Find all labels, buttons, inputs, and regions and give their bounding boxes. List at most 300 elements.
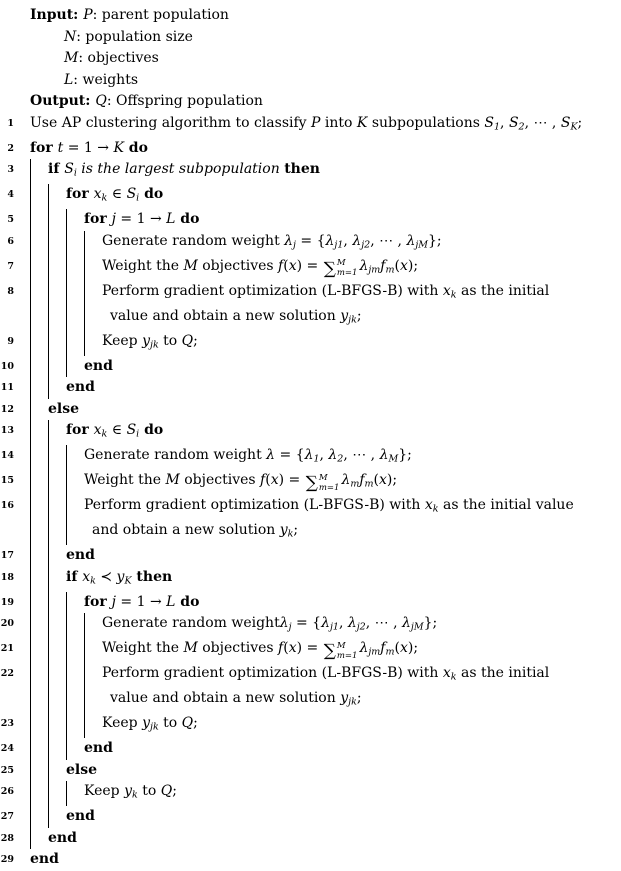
line-content: [102, 638, 621, 663]
line-number: 12: [0, 403, 14, 415]
math-var: M: [183, 640, 198, 656]
block-rule: [30, 231, 48, 256]
line-number: 19: [0, 596, 14, 608]
text-run: Perform gradient optimization (L-BFGS-B) with: [102, 282, 443, 299]
block-rule: [30, 184, 48, 209]
text-run: = 1 →: [63, 139, 114, 156]
subscript: j2: [361, 239, 371, 250]
block-rule: [30, 806, 48, 828]
text-run: Weight the: [102, 257, 184, 274]
block-rule: [30, 470, 48, 495]
math-var: λ: [347, 615, 357, 631]
subscript: jk: [150, 339, 159, 350]
text-run: : objectives: [78, 50, 159, 66]
line-number: 27: [0, 811, 14, 822]
block-rule: [30, 159, 48, 184]
algo-line-13: [0, 420, 621, 445]
algorithm-io-header: [0, 5, 621, 113]
text-run: (: [373, 472, 379, 488]
math-var: Q: [160, 783, 173, 799]
block-rule: [30, 567, 48, 592]
line-number: [0, 91, 14, 113]
text-run: objectives: [197, 640, 279, 656]
keyword: for: [84, 211, 112, 227]
block-rule: [30, 399, 48, 421]
keyword: Output:: [30, 93, 96, 109]
text-run: : parent population: [92, 7, 229, 23]
block-rule: [30, 377, 48, 399]
line-content: [84, 781, 621, 806]
math-var: S: [508, 114, 519, 131]
subscript: j: [293, 239, 296, 250]
subscript: i: [136, 428, 140, 440]
text-run: , ⋯ ,: [524, 114, 561, 131]
math-var: S: [64, 161, 74, 177]
algorithm-listing: [0, 5, 621, 871]
line-content: [102, 613, 621, 638]
line-number: 13: [0, 425, 14, 436]
subscript: jk: [150, 721, 159, 733]
subscript: jm: [368, 264, 381, 275]
text-run: Use AP clustering algorithm to classify: [30, 114, 312, 131]
math-var: x: [424, 497, 433, 513]
line-content: [66, 184, 621, 209]
block-rule: [48, 592, 66, 614]
block-rule: [48, 331, 66, 356]
keyword: for: [66, 186, 94, 202]
block-rule: [30, 760, 48, 782]
algo-line-28: [0, 828, 621, 850]
math-var: K: [113, 139, 124, 156]
text-run: ;: [293, 522, 299, 538]
block-rule: [48, 495, 66, 545]
math-var: λ: [325, 232, 335, 249]
line-number: 18: [0, 571, 14, 583]
text-run: and obtain a new solution: [92, 522, 280, 538]
algo-line-16: [0, 495, 621, 545]
text-run: = {: [275, 447, 305, 463]
line-number: 1: [7, 117, 14, 129]
math-var: y: [279, 522, 288, 538]
text-run: as the initial value: [438, 497, 574, 513]
block-rule: [84, 281, 102, 331]
subscript: m: [350, 478, 360, 490]
text-run: Generate random weight: [102, 232, 285, 249]
line-content: [84, 356, 621, 378]
line-number: 16: [0, 500, 14, 511]
math-var: S: [484, 114, 494, 131]
text-run: ) =: [278, 472, 305, 488]
math-var: j: [111, 593, 116, 610]
block-rule: [48, 663, 66, 713]
summation-symbol: ∑ M m=1: [305, 472, 340, 493]
line-number: 4: [7, 189, 14, 200]
text-run: = {: [295, 232, 326, 249]
math-var: L: [64, 71, 74, 88]
block-rule: [48, 184, 66, 209]
algo-line-25: [0, 760, 621, 782]
subscript: k: [432, 503, 439, 515]
subscript: 1: [313, 453, 320, 465]
algo-line-19: [0, 592, 621, 614]
block-rule: [30, 638, 48, 663]
keyword: do: [139, 422, 164, 438]
keyword: else: [48, 400, 80, 417]
math-var: f: [359, 472, 365, 488]
line-number: 7: [7, 260, 14, 272]
block-rule: [30, 592, 48, 614]
subscript: 2: [518, 121, 525, 132]
math-var: is the largest subpopulation: [76, 161, 285, 177]
subscript: k: [287, 528, 294, 540]
math-var: λ: [284, 232, 294, 249]
math-var: M: [64, 50, 79, 66]
line-number: [0, 5, 14, 27]
block-rule: [30, 209, 48, 231]
text-run: ) =: [296, 257, 323, 274]
block-rule: [66, 638, 84, 663]
subscript: m: [364, 478, 374, 490]
block-rule: [84, 638, 102, 663]
math-var: x: [270, 472, 279, 488]
math-var: y: [116, 568, 125, 585]
math-var: y: [124, 783, 132, 799]
block-rule: [84, 663, 102, 713]
block-rule: [66, 445, 84, 470]
block-rule: [66, 356, 84, 378]
block-rule: [30, 331, 48, 356]
line-number: [0, 27, 14, 49]
text-run: (: [265, 472, 271, 488]
line-content: [66, 377, 621, 399]
math-var: x: [442, 282, 451, 299]
algo-header-line: [0, 70, 621, 92]
algorithm-body: [0, 113, 621, 871]
line-content: [30, 113, 621, 138]
line-number: 9: [7, 335, 14, 347]
algo-line-10: [0, 356, 621, 378]
block-rule: [66, 470, 84, 495]
math-var: λ: [341, 472, 351, 488]
subscript: m: [385, 264, 395, 275]
block-rule: [48, 738, 66, 760]
block-rule: [66, 738, 84, 760]
line-number: 24: [0, 743, 14, 754]
algo-line-18: [0, 567, 621, 592]
math-var: λ: [352, 232, 362, 249]
block-rule: [30, 663, 48, 713]
algo-header-line: [0, 91, 621, 113]
line-content: [30, 5, 621, 27]
math-var: λ: [321, 615, 330, 631]
subscript: k: [132, 789, 138, 801]
math-var: x: [288, 640, 297, 656]
math-var: S: [126, 422, 137, 438]
subscript: jM: [415, 239, 429, 250]
line-number: 17: [0, 550, 14, 561]
line-number: 25: [0, 764, 14, 776]
line-content: [30, 91, 621, 113]
math-var: f: [380, 640, 386, 656]
line-content: [66, 545, 621, 567]
keyword: end: [30, 851, 59, 867]
math-var: t: [57, 139, 64, 156]
algo-line-29: [0, 849, 621, 871]
line-content: [84, 738, 621, 760]
text-run: ,: [343, 232, 353, 249]
block-rule: [48, 209, 66, 231]
block-rule: [84, 256, 102, 281]
line-content: [66, 806, 621, 828]
text-run: , ⋯ ,: [343, 447, 380, 463]
line-content: [30, 138, 621, 160]
block-rule: [66, 781, 84, 806]
math-var: L: [166, 593, 176, 610]
algo-line-4: [0, 184, 621, 209]
line-number: 20: [0, 618, 14, 629]
block-rule: [48, 445, 66, 470]
line-number: 6: [7, 235, 14, 247]
algo-line-14: [0, 445, 621, 470]
math-var: K: [356, 114, 368, 131]
algo-line-5: [0, 209, 621, 231]
line-number: 22: [0, 668, 14, 679]
math-var: λ: [359, 640, 369, 656]
algo-line-22: [0, 663, 621, 713]
text-run: to: [137, 783, 161, 799]
line-content: [102, 663, 621, 713]
math-var: y: [340, 690, 349, 706]
block-rule: [48, 377, 66, 399]
keyword: for: [30, 139, 58, 156]
algo-line-2: [0, 138, 621, 160]
math-var: λ: [328, 447, 338, 463]
block-rule: [66, 209, 84, 231]
algo-line-9: [0, 331, 621, 356]
line-content: [84, 470, 621, 495]
subscript: 1: [493, 121, 501, 132]
algo-line-1: [0, 113, 621, 138]
math-var: x: [82, 568, 91, 585]
summation-symbol: ∑ M m=1: [323, 258, 358, 279]
text-run: = 1 →: [115, 593, 167, 610]
block-rule: [48, 713, 66, 738]
block-rule: [48, 470, 66, 495]
subscript: jm: [368, 646, 381, 658]
keyword: then: [284, 161, 320, 177]
algo-line-27: [0, 806, 621, 828]
text-run: : Offspring population: [106, 93, 263, 109]
math-var: f: [380, 257, 386, 274]
line-number: 5: [7, 214, 14, 225]
math-var: λ: [359, 257, 369, 274]
text-run: (: [283, 640, 289, 656]
block-rule: [48, 545, 66, 567]
math-var: S: [560, 114, 571, 131]
text-run: Keep: [102, 715, 143, 731]
block-rule: [48, 567, 66, 592]
line-number: 15: [0, 475, 14, 486]
algo-line-6: [0, 231, 621, 256]
line-content: [84, 592, 621, 614]
math-var: Q: [181, 715, 194, 731]
text-run: ;: [193, 332, 198, 349]
text-run: : population size: [76, 28, 193, 45]
math-var: λ: [379, 447, 389, 463]
text-run: Weight the: [102, 640, 184, 656]
line-content: [102, 331, 621, 356]
algo-line-15: [0, 470, 621, 495]
block-rule: [30, 613, 48, 638]
subscript: 2: [337, 453, 344, 465]
summation-symbol: ∑ M m=1: [323, 640, 358, 661]
block-rule: [84, 713, 102, 738]
block-rule: [30, 420, 48, 445]
math-var: λ: [279, 615, 289, 631]
block-rule: [30, 545, 48, 567]
math-var: λ: [406, 232, 416, 249]
algo-header-line: [0, 27, 621, 49]
math-var: y: [142, 715, 150, 731]
subscript: K: [124, 575, 132, 586]
keyword: do: [123, 139, 148, 156]
keyword: if: [66, 568, 83, 585]
text-run: ∈: [107, 422, 127, 438]
text-run: ;: [172, 783, 177, 799]
subscript: m: [385, 646, 395, 658]
algo-line-23: [0, 713, 621, 738]
keyword: end: [66, 808, 95, 824]
text-run: ) =: [296, 640, 323, 656]
block-rule: [66, 613, 84, 638]
subscript: i: [136, 192, 140, 204]
text-run: ≺: [95, 568, 117, 585]
keyword: end: [66, 547, 95, 563]
text-run: Generate random weight: [102, 615, 280, 631]
text-run: );: [407, 640, 419, 656]
subscript: j2: [356, 621, 366, 633]
keyword: for: [84, 593, 112, 610]
block-rule: [66, 231, 84, 256]
block-rule: [48, 281, 66, 331]
keyword: do: [175, 211, 200, 227]
block-rule: [84, 331, 102, 356]
math-var: λ: [402, 615, 411, 631]
math-var: y: [340, 307, 349, 324]
math-var: P: [83, 7, 93, 23]
text-run: (: [283, 257, 289, 274]
text-run: to: [158, 715, 182, 731]
subscript: k: [90, 575, 96, 586]
line-content: [102, 231, 621, 256]
block-rule: [30, 781, 48, 806]
line-number: 28: [0, 832, 14, 844]
algo-line-7: [0, 256, 621, 281]
line-content: [48, 828, 621, 850]
keyword: end: [66, 379, 95, 395]
algo-line-3: [0, 159, 621, 184]
text-run: Keep: [102, 332, 143, 349]
line-number: 21: [0, 643, 14, 654]
line-content: [66, 420, 621, 445]
math-var: x: [288, 257, 297, 274]
block-rule: [48, 806, 66, 828]
math-var: Q: [181, 332, 194, 349]
block-rule: [66, 256, 84, 281]
text-run: subpopulations: [367, 114, 485, 131]
subscript: k: [101, 192, 108, 204]
algo-header-line: [0, 5, 621, 27]
text-run: ;: [577, 114, 583, 131]
text-run: );: [407, 257, 419, 274]
block-rule: [30, 356, 48, 378]
block-rule: [48, 781, 66, 806]
algo-line-11: [0, 377, 621, 399]
block-rule: [48, 231, 66, 256]
math-var: P: [311, 114, 321, 131]
text-run: = 1 →: [115, 211, 167, 227]
block-rule: [48, 256, 66, 281]
text-run: Keep: [84, 783, 125, 799]
math-var: x: [399, 640, 408, 656]
math-var: L: [166, 211, 176, 227]
text-run: ∈: [107, 186, 127, 202]
algo-line-20: [0, 613, 621, 638]
block-rule: [30, 828, 48, 850]
text-run: value and obtain a new solution: [110, 307, 341, 324]
block-rule: [66, 281, 84, 331]
block-rule: [84, 231, 102, 256]
math-var: λ: [266, 447, 276, 463]
text-run: ;: [356, 690, 362, 706]
line-content: [66, 567, 621, 592]
line-content: [102, 256, 621, 281]
math-var: x: [93, 422, 102, 438]
keyword: end: [48, 829, 77, 846]
text-run: };: [398, 447, 412, 463]
math-var: f: [278, 257, 284, 274]
block-rule: [84, 613, 102, 638]
math-var: M: [183, 257, 198, 274]
text-run: ,: [319, 447, 329, 463]
text-run: objectives: [179, 472, 261, 488]
math-var: f: [278, 640, 284, 656]
block-rule: [48, 356, 66, 378]
keyword: if: [48, 161, 65, 177]
keyword: do: [139, 186, 164, 202]
keyword: end: [84, 740, 113, 756]
line-content: [30, 70, 621, 92]
text-run: to: [158, 332, 182, 349]
text-run: );: [386, 472, 398, 488]
subscript: k: [450, 289, 457, 300]
math-var: λ: [304, 447, 314, 463]
line-content: [84, 495, 621, 545]
text-run: ,: [338, 615, 348, 631]
block-rule: [66, 592, 84, 614]
block-rule: [48, 613, 66, 638]
text-run: };: [428, 232, 442, 249]
line-content: [30, 849, 621, 871]
block-rule: [66, 713, 84, 738]
keyword: end: [84, 357, 113, 374]
block-rule: [48, 760, 66, 782]
subscript: i: [73, 167, 77, 179]
text-run: ;: [356, 307, 362, 324]
keyword: do: [175, 593, 200, 610]
text-run: , ⋯ ,: [365, 615, 402, 631]
line-content: [84, 445, 621, 470]
